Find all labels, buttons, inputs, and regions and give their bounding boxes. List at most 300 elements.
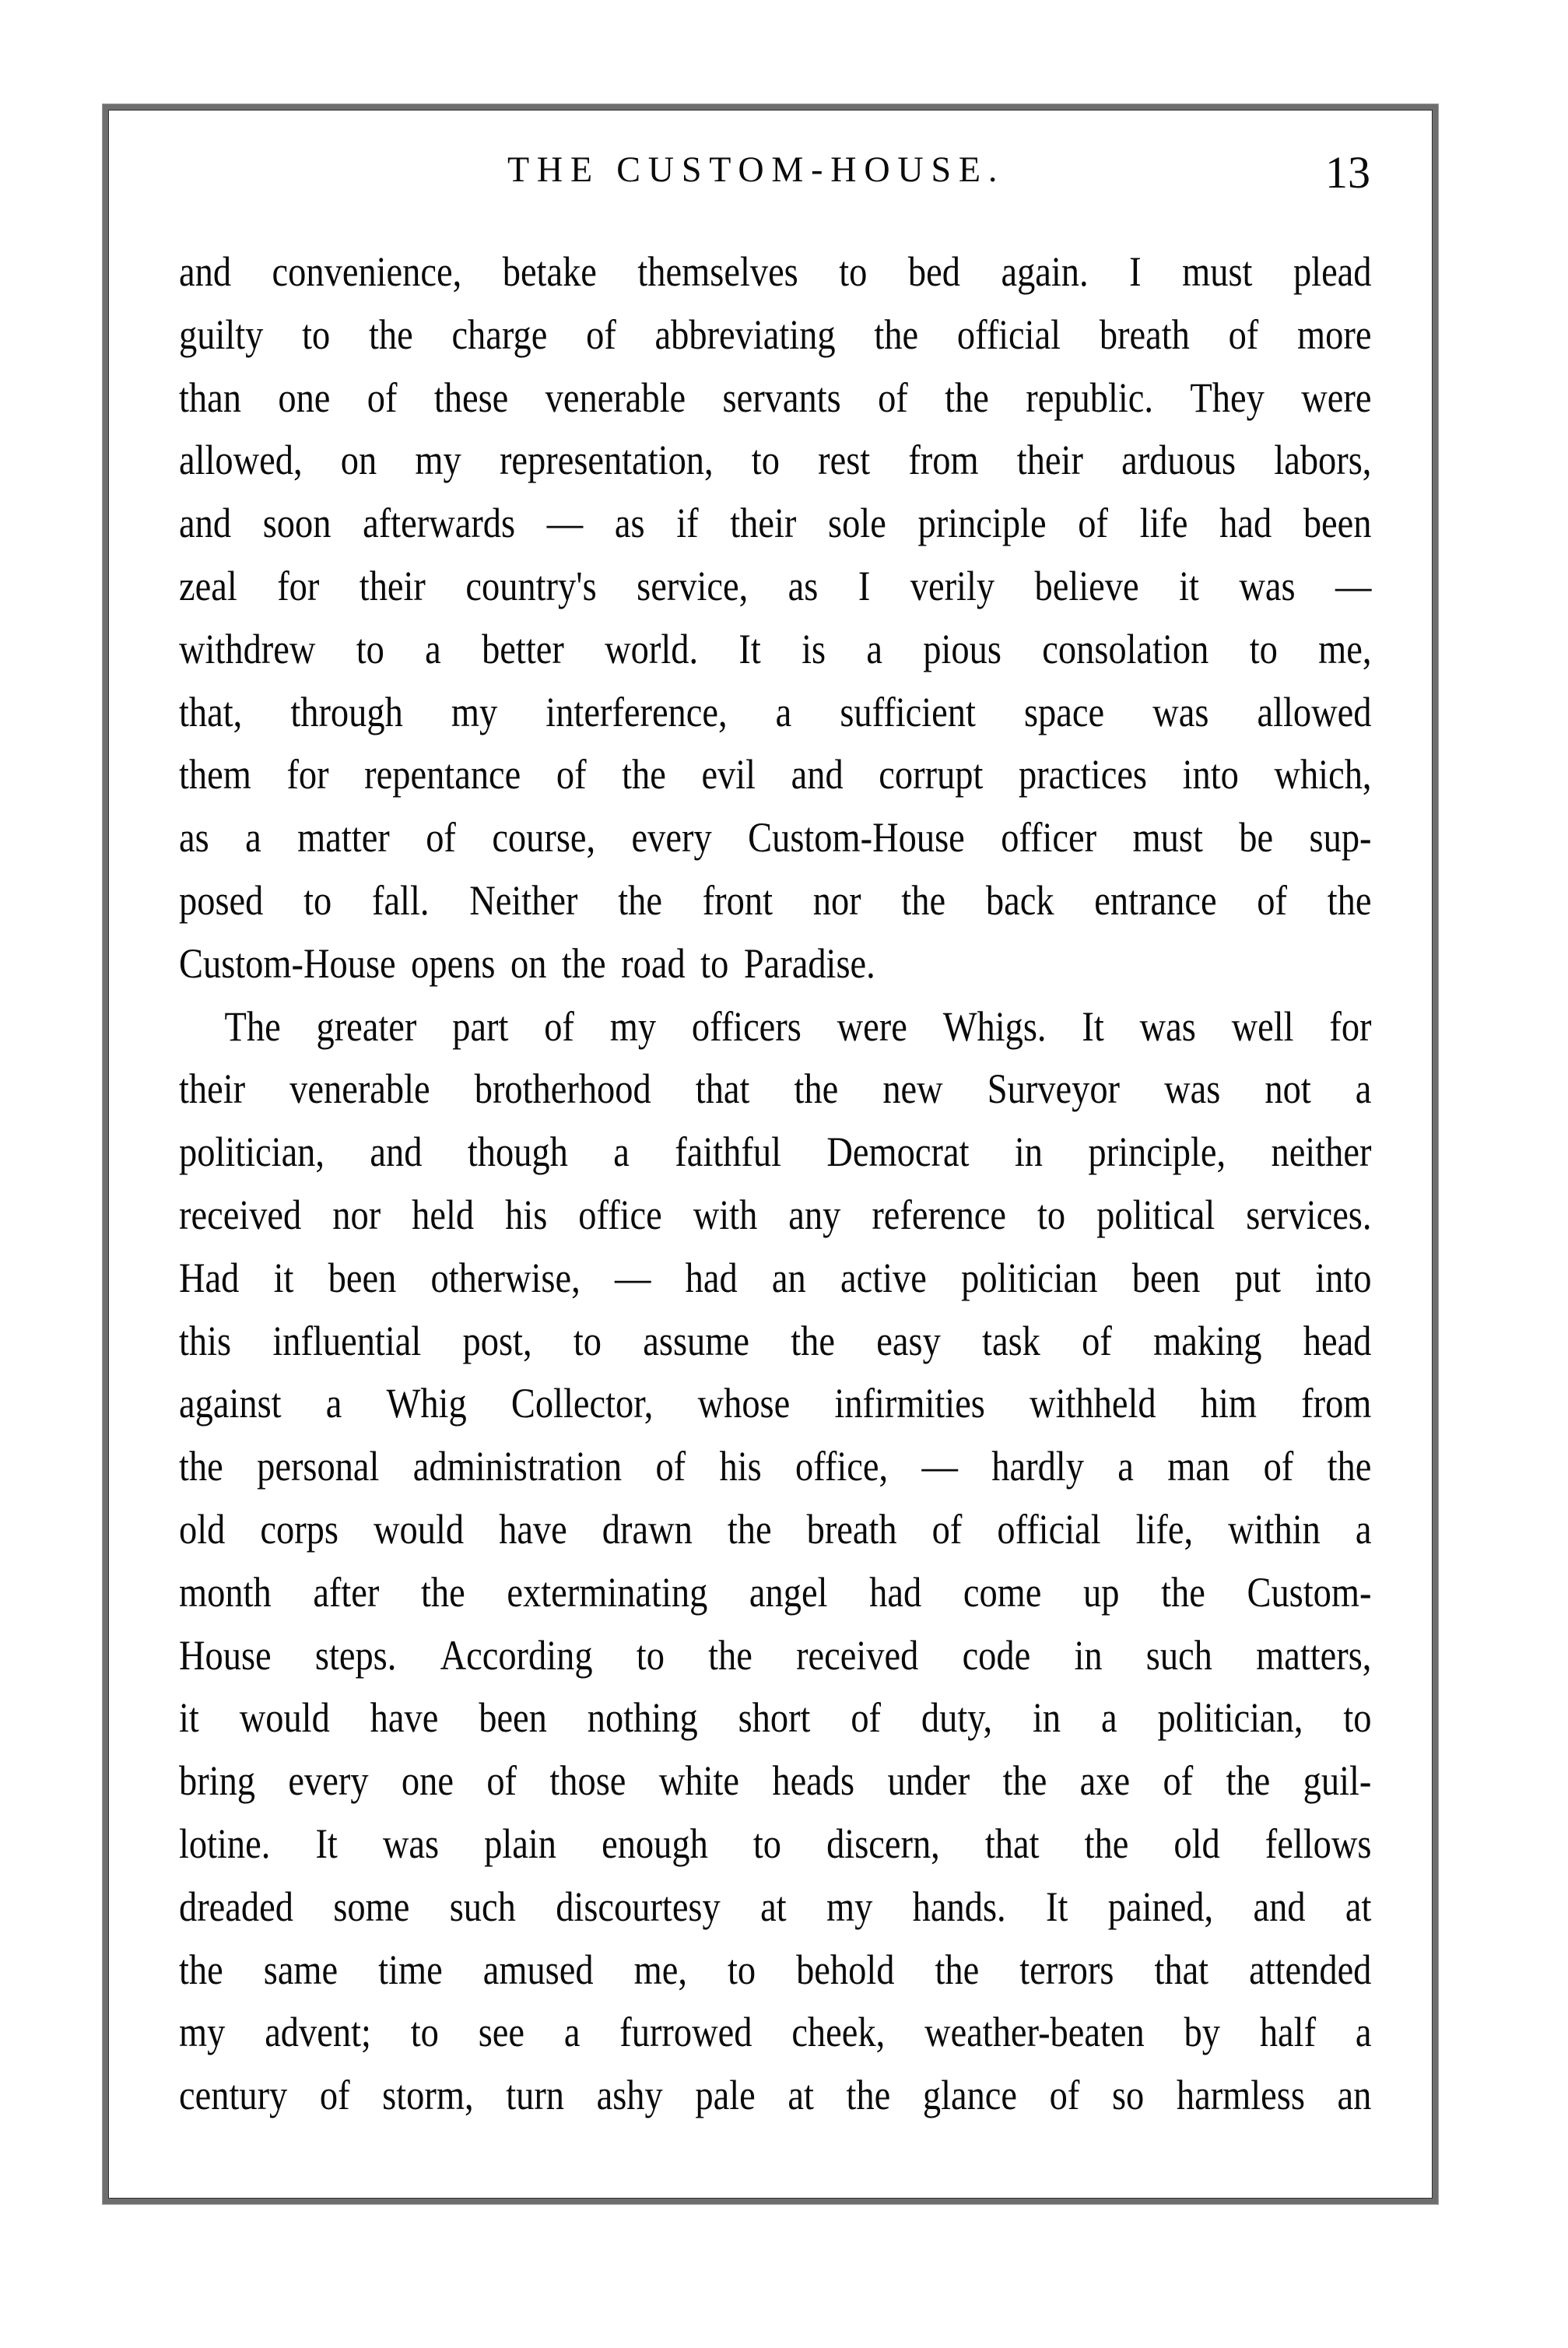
word: from: [1301, 1380, 1372, 1427]
word: code: [962, 1631, 1031, 1679]
text-line: [179, 492, 1372, 555]
word: furrowed: [619, 2009, 752, 2056]
word: steps.: [314, 1631, 397, 1679]
word: such: [449, 1883, 516, 1930]
word: my: [179, 2009, 226, 2056]
word: official: [997, 1505, 1101, 1553]
word: pious: [923, 625, 1001, 672]
word: road: [621, 939, 686, 987]
word: I: [858, 562, 871, 609]
word: be: [1239, 814, 1274, 862]
word: politician: [961, 1254, 1098, 1301]
word: the: [1002, 1757, 1047, 1805]
word: nor: [332, 1191, 381, 1238]
word: corrupt: [879, 751, 984, 798]
word: discern,: [826, 1820, 940, 1867]
word: some: [333, 1883, 410, 1930]
word: come: [963, 1568, 1042, 1616]
word: at: [1345, 1883, 1372, 1930]
word: put: [1234, 1254, 1281, 1301]
text-line: [179, 681, 1372, 744]
word: it: [179, 1694, 199, 1742]
word: time: [378, 1946, 443, 1993]
word: had: [869, 1568, 922, 1616]
text-line: [179, 1435, 1372, 1498]
text-line: [179, 1498, 1372, 1561]
word: heads: [772, 1757, 855, 1805]
text-line: [179, 1939, 1372, 2002]
word: man: [1167, 1443, 1230, 1490]
word: opens: [411, 939, 496, 987]
word: guilty: [179, 311, 264, 358]
word: country's: [465, 562, 597, 609]
word: would: [373, 1505, 465, 1553]
word: month: [179, 1568, 272, 1616]
word: exterminating: [507, 1568, 708, 1616]
word: again.: [1001, 248, 1089, 295]
word: drawn: [602, 1505, 693, 1553]
word: to: [303, 876, 332, 924]
word: white: [658, 1757, 739, 1805]
word: it: [1179, 562, 1199, 609]
word: sup-: [1309, 814, 1372, 862]
word: with: [693, 1191, 758, 1238]
body-text: [179, 240, 1372, 2127]
word: It: [1045, 1883, 1068, 1930]
text-line: [179, 1247, 1372, 1310]
word: Custom-: [1247, 1568, 1372, 1616]
text-line: [179, 555, 1372, 618]
word: century: [179, 2072, 288, 2119]
word: axe: [1079, 1757, 1131, 1805]
word: the: [935, 1946, 980, 1993]
word: of: [1263, 1443, 1294, 1490]
word: of: [851, 1694, 882, 1742]
word: corps: [260, 1505, 339, 1553]
word: weather-beaten: [924, 2009, 1145, 2056]
word: life,: [1135, 1505, 1194, 1553]
word: matters,: [1256, 1631, 1372, 1679]
word: dreaded: [179, 1883, 293, 1930]
word: otherwise,: [430, 1254, 581, 1301]
word: ashy: [596, 2072, 663, 2119]
word: had: [685, 1254, 738, 1301]
word: discourtesy: [556, 1883, 721, 1930]
word: the: [1327, 876, 1372, 924]
word: consolation: [1042, 625, 1209, 672]
word: a: [1100, 1694, 1117, 1742]
text-line: [179, 1624, 1372, 1687]
text-line: [179, 1686, 1372, 1750]
text-line: [179, 367, 1372, 430]
word: breath: [1099, 311, 1190, 358]
text-line: [179, 869, 1372, 932]
word: for: [1329, 1002, 1372, 1050]
word: It: [738, 625, 761, 672]
word: a: [325, 1380, 342, 1427]
word: their: [359, 562, 426, 609]
word: Collector,: [510, 1380, 654, 1427]
word: principle: [917, 500, 1047, 547]
word: new: [882, 1065, 943, 1113]
word: and: [179, 248, 232, 295]
word: themselves: [637, 248, 798, 295]
word: this: [179, 1317, 232, 1364]
word: if: [676, 500, 699, 547]
word: have: [499, 1505, 567, 1553]
word: afterwards: [363, 500, 516, 547]
word: —: [614, 1254, 651, 1301]
word: turn: [506, 2072, 565, 2119]
word: of: [556, 751, 587, 798]
word: convenience,: [272, 248, 462, 295]
word: been: [1131, 1254, 1201, 1301]
word: any: [788, 1191, 841, 1238]
word: a: [1355, 1065, 1372, 1113]
word: office: [578, 1191, 662, 1238]
word: plain: [484, 1820, 557, 1867]
word: world.: [605, 625, 699, 672]
word: arduous: [1121, 437, 1237, 484]
word: brotherhood: [474, 1065, 651, 1113]
word: see: [478, 2009, 524, 2056]
word: the: [727, 1505, 772, 1553]
word: into: [1182, 751, 1239, 798]
word: the: [1327, 1443, 1372, 1490]
word: guil-: [1303, 1757, 1372, 1805]
word: enough: [602, 1820, 708, 1867]
word: Whig: [386, 1380, 467, 1427]
word: withdrew: [179, 625, 316, 672]
word: pale: [695, 2072, 756, 2119]
word: behold: [796, 1946, 895, 1993]
word: to: [751, 437, 780, 484]
word: of: [655, 1443, 686, 1490]
text-line: [179, 743, 1372, 806]
word: service,: [637, 562, 749, 609]
word: same: [263, 1946, 339, 1993]
word: for: [286, 751, 329, 798]
word: is: [802, 625, 826, 672]
word: infirmities: [834, 1380, 985, 1427]
word: of: [1078, 500, 1108, 547]
word: the: [846, 2072, 891, 2119]
word: better: [482, 625, 564, 672]
word: as: [614, 500, 645, 547]
word: abbreviating: [654, 311, 836, 358]
word: that: [984, 1820, 1040, 1867]
word: amused: [482, 1946, 594, 1993]
word: soon: [262, 500, 331, 547]
word: withheld: [1030, 1380, 1156, 1427]
word: repentance: [364, 751, 521, 798]
word: services.: [1246, 1191, 1372, 1238]
word: course,: [492, 814, 596, 862]
word: of: [1257, 876, 1287, 924]
text-line: [179, 1750, 1372, 1813]
word: on: [340, 437, 377, 484]
word: to: [1249, 625, 1278, 672]
word: their: [1016, 437, 1083, 484]
word: House: [179, 1631, 272, 1679]
word: at: [760, 1883, 787, 1930]
word: the: [622, 751, 666, 798]
word: to: [700, 939, 729, 987]
word: attended: [1249, 1946, 1372, 1993]
text-line: [179, 1876, 1372, 1939]
word: head: [1303, 1317, 1372, 1364]
word: hands.: [912, 1883, 1006, 1930]
word: —: [546, 500, 584, 547]
word: duty,: [921, 1694, 993, 1742]
word: such: [1145, 1631, 1212, 1679]
word: —: [1335, 562, 1372, 609]
word: task: [982, 1317, 1040, 1364]
word: half: [1259, 2009, 1317, 2056]
word: breath: [806, 1505, 897, 1553]
word: Democrat: [826, 1128, 970, 1176]
text-line: [179, 240, 1372, 304]
word: According: [440, 1631, 593, 1679]
word: to: [1343, 1694, 1372, 1742]
word: angel: [749, 1568, 828, 1616]
word: to: [356, 625, 384, 672]
word: servants: [722, 374, 841, 421]
word: whose: [697, 1380, 791, 1427]
word: received: [796, 1631, 919, 1679]
word: been: [328, 1254, 397, 1301]
word: to: [1037, 1191, 1066, 1238]
word: space: [1023, 688, 1105, 735]
text-line: [179, 2064, 1372, 2127]
word: a: [1117, 1443, 1134, 1490]
word: easy: [876, 1317, 941, 1364]
text-line: [179, 1372, 1372, 1435]
word: believe: [1034, 562, 1139, 609]
word: I: [1129, 248, 1142, 295]
word: must: [1132, 814, 1203, 862]
word: under: [887, 1757, 970, 1805]
word: the: [368, 311, 413, 358]
word: evil: [701, 751, 756, 798]
word: the: [708, 1631, 752, 1679]
word: his: [719, 1443, 762, 1490]
word: officer: [1001, 814, 1097, 862]
text-line: [179, 1058, 1372, 1121]
word: of: [1082, 1317, 1112, 1364]
word: Neither: [469, 876, 578, 924]
word: life: [1139, 500, 1188, 547]
word: betake: [502, 248, 597, 295]
word: me,: [1318, 625, 1372, 672]
word: cheek,: [791, 2009, 886, 2056]
word: as: [788, 562, 819, 609]
word: at: [788, 2072, 814, 2119]
word: a: [425, 625, 441, 672]
word: politician,: [179, 1128, 325, 1176]
word: fall.: [371, 876, 430, 924]
word: by: [1184, 2009, 1220, 2056]
word: officers: [691, 1002, 802, 1050]
word: been: [1303, 500, 1372, 547]
word: of: [544, 1002, 574, 1050]
word: neither: [1271, 1128, 1372, 1176]
word: the: [421, 1568, 465, 1616]
word: representation,: [499, 437, 714, 484]
word: though: [467, 1128, 568, 1176]
text-line: [179, 304, 1372, 367]
word: were: [1301, 374, 1372, 421]
word: that,: [179, 688, 243, 735]
word: of: [367, 374, 398, 421]
word: the: [561, 939, 606, 987]
word: reference: [872, 1191, 1007, 1238]
word: an: [1337, 2072, 1372, 2119]
word: principle,: [1088, 1128, 1226, 1176]
word: of: [931, 1505, 963, 1553]
word: every: [631, 814, 712, 862]
word: labors,: [1274, 437, 1372, 484]
word: rest: [818, 437, 871, 484]
word: received: [179, 1191, 302, 1238]
word: these: [433, 374, 509, 421]
word: sole: [828, 500, 886, 547]
word: assume: [643, 1317, 749, 1364]
word: my: [451, 688, 498, 735]
word: the: [618, 876, 662, 924]
word: was: [382, 1820, 440, 1867]
word: so: [1111, 2072, 1145, 2119]
word: pained,: [1107, 1883, 1214, 1930]
word: terrors: [1019, 1946, 1114, 1993]
text-line: [179, 618, 1372, 681]
word: allowed: [1257, 688, 1372, 735]
word: of: [1163, 1757, 1194, 1805]
word: the: [901, 876, 946, 924]
word: held: [412, 1191, 475, 1238]
word: front: [702, 876, 773, 924]
word: the: [1084, 1820, 1129, 1867]
word: was: [1139, 1002, 1196, 1050]
word: to: [573, 1317, 602, 1364]
word: advent;: [265, 2009, 371, 2056]
word: charge: [451, 311, 548, 358]
word: making: [1153, 1317, 1262, 1364]
word: to: [752, 1820, 782, 1867]
word: one: [278, 374, 331, 421]
text-line: [179, 2001, 1372, 2064]
word: been: [479, 1694, 547, 1742]
word: Custom-House: [748, 814, 965, 862]
word: personal: [257, 1443, 380, 1490]
word: short: [738, 1694, 811, 1742]
word: of: [486, 1757, 517, 1805]
word: in: [1014, 1128, 1044, 1176]
word: bed: [907, 248, 960, 295]
word: the: [1226, 1757, 1271, 1805]
word: from: [908, 437, 979, 484]
word: the: [945, 374, 989, 421]
word: to: [727, 1946, 756, 1993]
word: in: [1074, 1631, 1103, 1679]
word: official: [956, 311, 1061, 358]
word: were: [837, 1002, 907, 1050]
word: after: [313, 1568, 380, 1616]
word: hardly: [991, 1443, 1084, 1490]
word: —: [921, 1443, 958, 1490]
word: The: [224, 1002, 281, 1050]
word: old: [179, 1505, 226, 1553]
word: old: [1173, 1820, 1220, 1867]
word: venerable: [289, 1065, 430, 1113]
word: a: [1355, 2009, 1372, 2056]
word: me,: [633, 1946, 687, 1993]
word: bring: [179, 1757, 256, 1805]
word: have: [370, 1694, 439, 1742]
word: a: [1355, 1505, 1372, 1553]
word: was: [1164, 1065, 1221, 1113]
word: venerable: [545, 374, 686, 421]
word: part: [452, 1002, 509, 1050]
word: his: [505, 1191, 548, 1238]
word: verily: [910, 562, 995, 609]
word: for: [277, 562, 320, 609]
word: was: [1239, 562, 1296, 609]
paragraph-first-line: [179, 995, 1372, 1058]
word: a: [775, 688, 792, 735]
word: greater: [316, 1002, 417, 1050]
word: the: [794, 1065, 839, 1113]
word: the: [179, 1443, 223, 1490]
word: their: [179, 1065, 246, 1113]
word: the: [791, 1317, 836, 1364]
word: to: [636, 1631, 665, 1679]
word: up: [1083, 1568, 1120, 1616]
word: fellows: [1265, 1820, 1372, 1867]
word: as: [179, 814, 209, 862]
word: of: [1228, 311, 1259, 358]
word: harmless: [1176, 2072, 1305, 2119]
word: those: [549, 1757, 626, 1805]
word: Whigs.: [942, 1002, 1047, 1050]
word: of: [878, 374, 908, 421]
word: posed: [179, 876, 264, 924]
word: Had: [179, 1254, 240, 1301]
word: it: [273, 1254, 294, 1301]
word: must: [1182, 248, 1253, 295]
word: would: [239, 1694, 330, 1742]
word: my: [826, 1883, 873, 1930]
word: It: [315, 1820, 338, 1867]
text-line: [179, 1561, 1372, 1624]
word: and: [791, 751, 844, 798]
word: every: [288, 1757, 369, 1805]
word: influential: [272, 1317, 422, 1364]
word: zeal: [179, 562, 237, 609]
word: which,: [1274, 751, 1372, 798]
word: Custom-House: [179, 939, 396, 987]
word: storm,: [382, 2072, 474, 2119]
word: matter: [297, 814, 390, 862]
word: a: [613, 1128, 630, 1176]
word: through: [290, 688, 403, 735]
word: had: [1219, 500, 1272, 547]
word: active: [840, 1254, 927, 1301]
word: in: [1032, 1694, 1061, 1742]
word: and: [179, 500, 232, 547]
word: not: [1265, 1065, 1311, 1113]
word: lotine.: [179, 1820, 271, 1867]
